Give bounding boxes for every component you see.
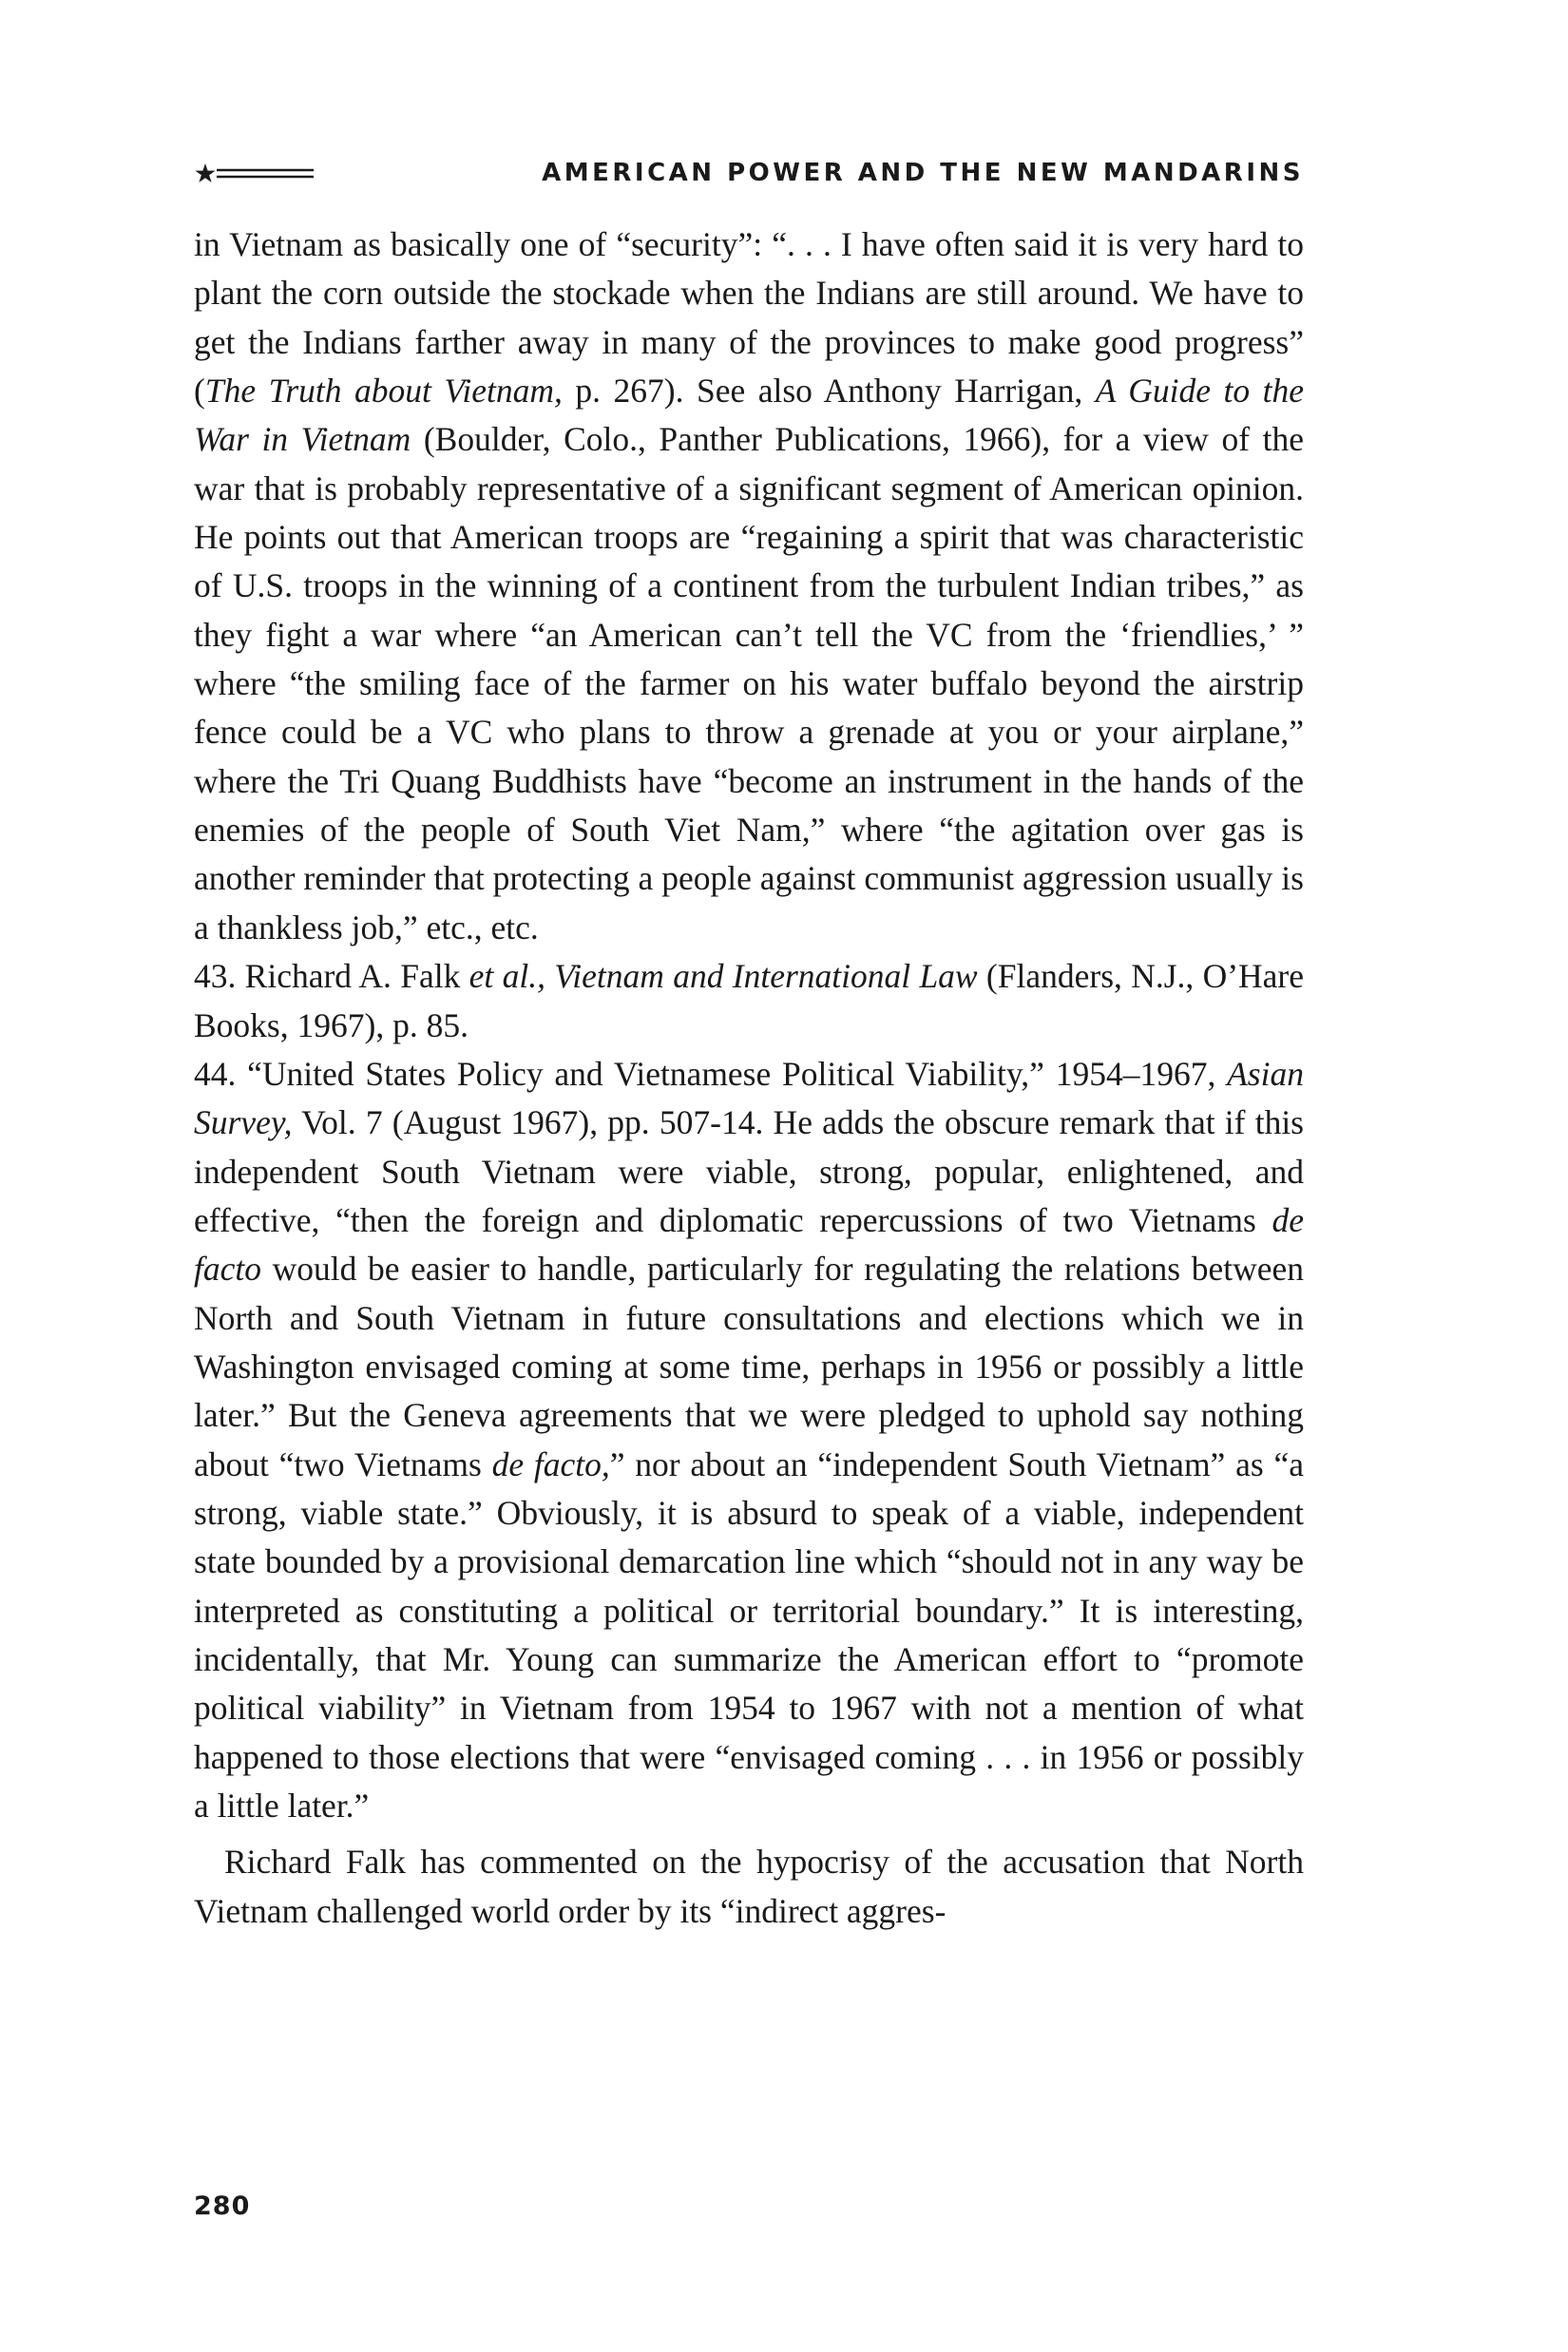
italic-text: et al., Vietnam and International Law	[468, 957, 978, 996]
italic-text: Asian Survey,	[194, 1054, 1304, 1142]
footnote-43	[194, 952, 1304, 1050]
text-run: ” nor about an “independent South Vietnam” as “a strong, viable state.” Obviously, it is absurd to speak of a viable, independent state bounded by a provisional demarcation line which “should not in any way be interpreted as constituting a political or territorial boundary.” It is interesting, incidentally, that Mr. Young can summarize the American effort to “promote political viability” in Vietnam from 1954 to 1967 with not a mention of what happened to those elections that were “envisaged coming . . . in 1956 or possibly a little later.”	[194, 1444, 1304, 1825]
text-run: Richard A. Falk	[236, 957, 469, 996]
body-paragraph: Richard Falk has commented on the hypocrisy of the accusation that North Vietnam challenged world order by its “indirect aggres-	[194, 1843, 1304, 1930]
text-run: (Flanders, N.J., O’Hare Books, 1967), p. 85.	[194, 957, 1305, 1044]
italic-text: The Truth about Vietnam,	[204, 372, 563, 411]
footnote-number: 43.	[194, 957, 237, 996]
text-run: in Vietnam as basically one of “security”: “. . . I have often said it is very hard to plant the corn outside the stockade when the Indians are still around. We have to get the Indians farther away in many of the provinces to make good progress” (	[194, 225, 1304, 411]
running-head	[194, 152, 1304, 194]
running-head-title: AMERICAN POWER AND THE NEW MANDARINS	[542, 159, 1304, 187]
footnote-continuation	[194, 220, 1304, 952]
text-run: p. 267). See also Anthony Harrigan,	[562, 372, 1096, 411]
page-number: 280	[194, 2191, 251, 2221]
star-rule-ornament-icon	[194, 152, 317, 194]
italic-text: de facto,	[491, 1444, 610, 1483]
italic-text: A Guide to the War in Vietnam	[194, 372, 1304, 459]
text-run: would be easier to handle, particularly for regulating the relations between North and South Vietnam in future consultations and elections which we in Washington envisaged coming at some time, perhaps in 1956 or possibly a little later.” But the Geneva agreements that we were pledged to uphold say nothing about “two Vietnams	[194, 1250, 1304, 1483]
footnotes-text	[194, 220, 1304, 1936]
text-run: Vol. 7 (August 1967), pp. 507-14. He adds the obscure remark that if this independent South Vietnam were viable, strong, popular, enlightened, and effective, “then the foreign and diplomatic repercussions of two Vietnams	[194, 1103, 1304, 1239]
italic-text: de facto	[194, 1200, 1304, 1289]
footnote-number: 44.	[194, 1054, 237, 1093]
footnote-44	[194, 1050, 1304, 1831]
text-run: (Boulder, Colo., Panther Publications, 1966), for a view of the war that is probably representative of a significant segment of American opinion. He points out that American troops are “regaining a spirit that was characteristic of U.S. troops in the winning of a continent from the turbulent Indian tribes,” as they fight a war where “an American can’t tell the VC from the ‘friendlies,’ ” where “the smiling face of the farmer on his water buffalo beyond the airstrip fence could be a VC who plans to throw a grenade at you or your airplane,” where the Tri Quang Buddhists have “become an instrument in the hands of the enemies of the people of South Viet Nam,” where “the agitation over gas is another reminder that protecting a people against communist aggression usually is a thankless job,” etc., etc.	[194, 420, 1304, 947]
text-run: “United States Policy and Vietnamese Political Viability,” 1954–1967,	[236, 1054, 1228, 1093]
